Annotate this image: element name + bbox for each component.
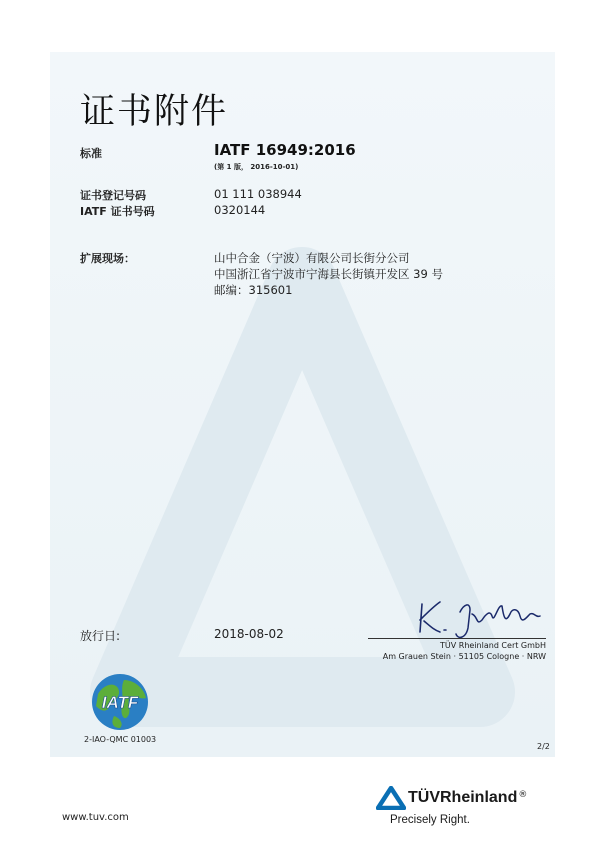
edition-note: (第 1 版， 2016-10-01) bbox=[214, 163, 299, 171]
site-postcode: 邮编：315601 bbox=[214, 283, 293, 297]
brand-slogan: Precisely Right. bbox=[390, 814, 470, 826]
issue-date-value: 2018-08-02 bbox=[214, 627, 284, 641]
site-name: 山中合金（宁波）有限公司长街分公司 bbox=[214, 251, 410, 265]
site-address: 中国浙江省宁波市宁海县长街镇开发区 39 号 bbox=[214, 267, 443, 281]
iatf-globe-logo bbox=[84, 666, 158, 734]
iatf-logo-text: IATF bbox=[101, 693, 139, 712]
standard-label: 标准 bbox=[80, 147, 102, 160]
page-number: 2/2 bbox=[537, 742, 550, 751]
iatf-cert-label: IATF 证书号码 bbox=[80, 205, 155, 218]
iatf-code: 2-IAO-QMC 01003 bbox=[84, 735, 157, 744]
site-label: 扩展现场： bbox=[80, 252, 135, 265]
brand-name: TÜVRheinland bbox=[408, 789, 518, 806]
reg-number-value: 01 111 038944 bbox=[214, 187, 302, 201]
brand-registered-mark: ® bbox=[518, 790, 528, 800]
issue-date-label: 放行日: bbox=[80, 629, 121, 643]
signature bbox=[412, 594, 547, 642]
iatf-cert-value: 0320144 bbox=[214, 203, 266, 217]
standard-value: IATF 16949:2016 bbox=[214, 141, 356, 159]
tuv-brand bbox=[376, 786, 527, 826]
tuv-triangle-icon bbox=[376, 786, 406, 810]
reg-number-label: 证书登记号码 bbox=[80, 189, 146, 202]
company-address: Am Grauen Stein · 51105 Cologne · NRW bbox=[382, 652, 546, 661]
page-title: 证书附件 bbox=[80, 92, 229, 132]
company-name: TÜV Rheinland Cert GmbH bbox=[440, 641, 546, 650]
website-url: www.tuv.com bbox=[62, 812, 129, 823]
signature-line bbox=[368, 638, 546, 639]
